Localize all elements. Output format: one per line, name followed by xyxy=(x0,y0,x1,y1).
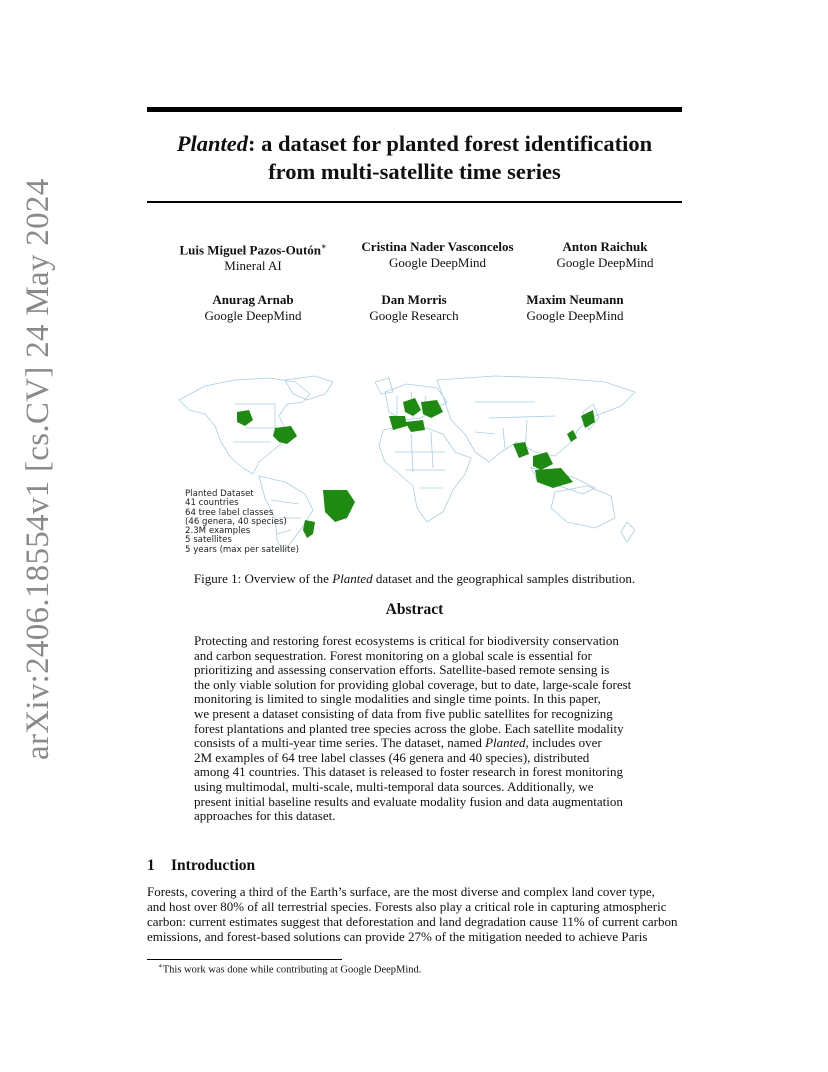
author-affiliation: Google Research xyxy=(369,308,459,323)
title-italic-name: Planted xyxy=(176,131,249,156)
legend-line: (46 genera, 40 species) xyxy=(185,516,287,527)
abstract-line: using multimodal, multi-scale, multi-temporal data sources. Additionally, we xyxy=(194,778,594,794)
asia-outline xyxy=(437,376,635,462)
africa-borders xyxy=(395,432,445,488)
forest-region-central-europe xyxy=(403,398,421,416)
new-zealand-outline xyxy=(621,522,635,542)
forest-region-iberia xyxy=(389,416,407,430)
author-block xyxy=(350,239,525,271)
abstract-line: approaches for this dataset. xyxy=(194,808,336,824)
author-name: Luis Miguel Pazos-Outón∗ xyxy=(179,242,327,258)
author-name: Anton Raichuk xyxy=(562,239,648,254)
forest-region-indonesia xyxy=(535,468,573,488)
title-line2: from multi-satellite time series xyxy=(268,159,561,184)
section-heading xyxy=(147,857,255,875)
abstract-body xyxy=(194,634,634,824)
legend-line: 64 tree label classes xyxy=(185,507,274,518)
forest-region-chile xyxy=(303,520,315,538)
author-name: Dan Morris xyxy=(381,292,447,307)
author-name: Cristina Nader Vasconcelos xyxy=(361,239,514,254)
greenland-outline xyxy=(285,376,333,400)
author-name: Anurag Arnab xyxy=(212,292,294,307)
intro-line: and host over 80% of all terrestrial species. Forests also play a critical role in capturing atmospheric xyxy=(147,899,667,914)
forest-region-eastern-europe xyxy=(421,400,443,418)
uk-outline xyxy=(375,378,393,394)
abstract-line: prioritizing and assessing conservation efforts. Satellite-based remote sensing is xyxy=(194,662,610,678)
figure-caption: Figure 1: Overview of the Planted dataset and the geographical samples distribution. xyxy=(193,571,636,586)
abstract-line: 2M examples of 64 tree label classes (46 genera and 40 species), distributed xyxy=(194,749,590,765)
author-block xyxy=(188,292,318,324)
abstract-line: consists of a multi-year time series. The dataset, named Planted, includes over xyxy=(194,735,602,751)
author-block xyxy=(350,292,478,324)
abstract-line: the only viable solution for providing global coverage, but to date, large-scale forest xyxy=(194,676,632,692)
legend-line: Planted Dataset xyxy=(185,489,254,499)
intro-line: carbon: current estimates suggest that deforestation and land degradation cause 11% of current carbon xyxy=(147,914,678,929)
abstract-line: and carbon sequestration. Forest monitoring on a global scale is essential for xyxy=(194,647,592,663)
australia-outline xyxy=(551,486,615,528)
forest-region-south-china xyxy=(567,430,577,442)
section-number: 1 xyxy=(147,857,155,874)
legend-line: 41 countries xyxy=(185,498,239,509)
dataset-name: Planted xyxy=(485,735,526,751)
abstract-heading: Abstract xyxy=(385,601,444,618)
author-affiliation: Google DeepMind xyxy=(204,308,302,323)
section-title: Introduction xyxy=(171,857,256,874)
forest-region-pacific-northwest xyxy=(237,410,253,426)
abstract-line: present initial baseline results and evaluate modality fusion and data augmentation xyxy=(194,793,623,809)
forest-region-mediterranean xyxy=(405,420,425,432)
intro-line: Forests, covering a third of the Earth’s surface, are the most diverse and complex land cover type, xyxy=(147,884,655,899)
legend-line: 5 satellites xyxy=(185,535,232,546)
footnote xyxy=(158,962,421,976)
africa-outline xyxy=(379,424,471,522)
author-block xyxy=(510,292,640,324)
footnote-text: This work was done while contributing at Google DeepMind. xyxy=(162,964,422,976)
author-name: Maxim Neumann xyxy=(526,292,624,307)
intro-line: emissions, and forest-based solutions can provide 27% of the mitigation needed to achieve Paris xyxy=(147,929,648,944)
footnote-mark: ∗ xyxy=(158,962,163,970)
abstract-line: among 41 countries. This dataset is released to foster research in forest monitoring xyxy=(194,764,623,780)
paper-title xyxy=(147,130,682,186)
author-affiliation: Google DeepMind xyxy=(556,255,654,270)
author-affiliation: Google DeepMind xyxy=(388,255,487,270)
abstract-line: monitoring is limited to single modalities and single time points. In this paper, xyxy=(194,691,601,707)
arxiv-identifier: arXiv:2406.18554v1 [cs.CV] 24 May 2024 xyxy=(20,178,56,760)
author-affiliation: Google DeepMind xyxy=(526,308,624,323)
author-footnote-mark: ∗ xyxy=(321,242,327,251)
forest-region-southeast-us xyxy=(273,426,297,444)
legend-line: 5 years (max per satellite) xyxy=(185,544,299,555)
introduction-body xyxy=(147,884,682,944)
north-america-outline xyxy=(179,378,310,474)
title-top-rule xyxy=(147,107,682,112)
author-block xyxy=(168,239,338,274)
abstract-line: Protecting and restoring forest ecosystems is critical for biodiversity conservation xyxy=(194,633,619,648)
abstract-line: we present a dataset consisting of data from five public satellites for recognizing xyxy=(194,705,613,721)
author-affiliation: Mineral AI xyxy=(224,258,282,274)
title-bottom-rule xyxy=(147,201,682,203)
footnote-rule xyxy=(147,959,342,960)
author-block xyxy=(540,239,670,271)
figure-legend xyxy=(185,490,299,555)
abstract-line: forest plantations and planted tree species across the globe. Each satellite modality xyxy=(194,720,624,736)
legend-line: 2.3M examples xyxy=(185,526,251,537)
title-line1-rest: : a dataset for planted forest identification xyxy=(248,131,653,156)
forest-region-brazil xyxy=(323,490,355,522)
forest-region-india xyxy=(513,442,529,458)
